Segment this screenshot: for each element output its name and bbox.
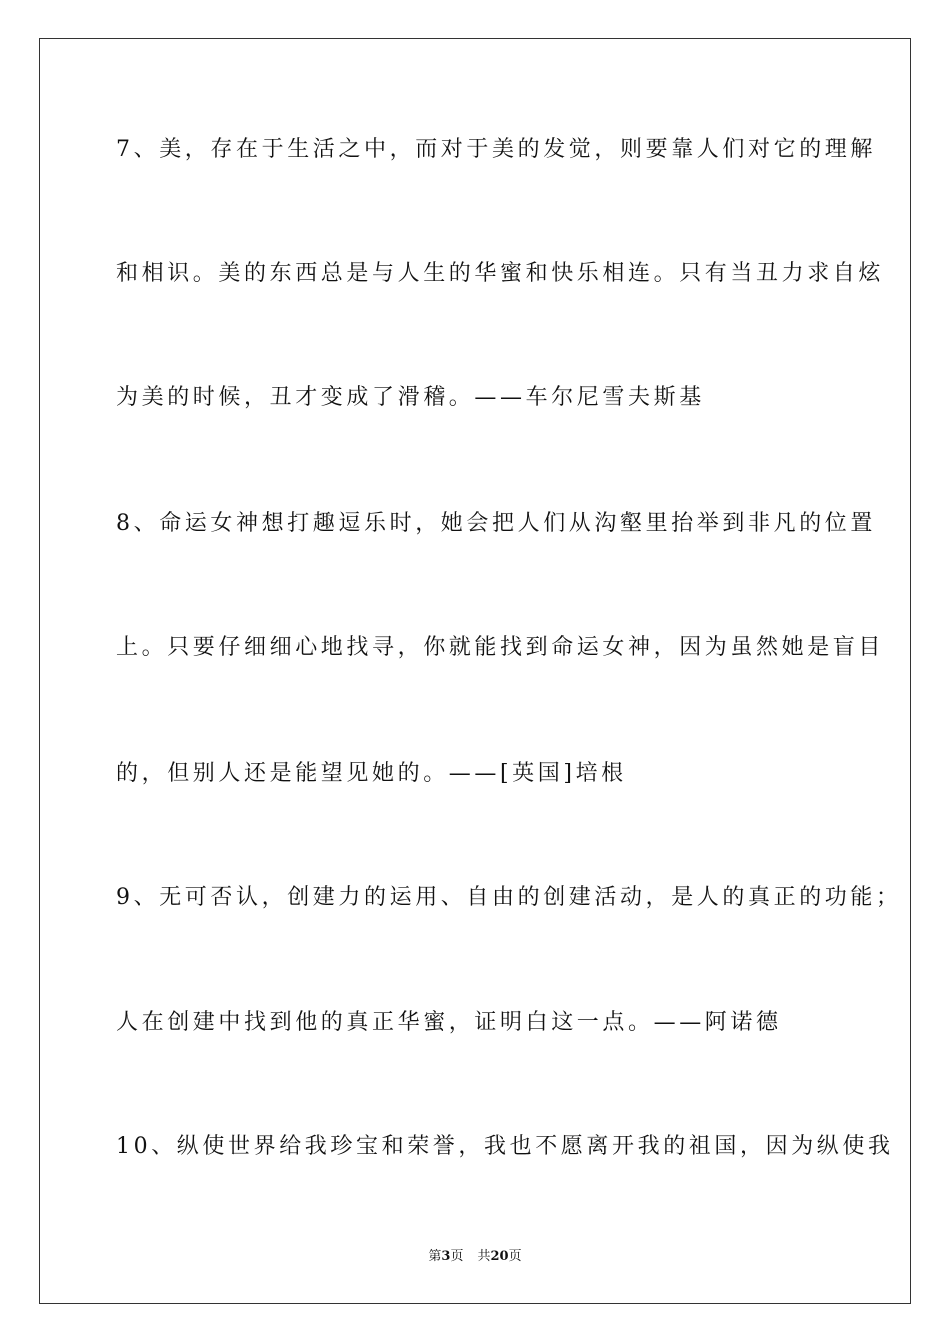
- footer-page-prefix: 第: [428, 1249, 442, 1264]
- text-line-8: 人在创建中找到他的真正华蜜，证明白这一点。——阿诺德: [116, 1010, 782, 1035]
- text-line-2: 和相识。美的东西总是与人生的华蜜和快乐相连。只有当丑力求自炫: [116, 261, 885, 286]
- page-border: [39, 38, 911, 1304]
- text-line-3: 为美的时候，丑才变成了滑稽。——车尔尼雪夫斯基: [116, 385, 705, 410]
- footer-total-prefix: 共: [477, 1249, 491, 1264]
- text-line-4: 8、命运女神想打趣逗乐时，她会把人们从沟壑里抬举到非凡的位置: [116, 511, 876, 536]
- footer-total-suffix: 页: [508, 1249, 522, 1264]
- footer-total-pages: 20: [490, 1249, 509, 1264]
- text-line-6: 的，但别人还是能望见她的。——[英国]培根: [116, 761, 627, 786]
- footer-page-number: 3: [441, 1249, 451, 1264]
- text-line-7: 9、无可否认，创建力的运用、自由的创建活动，是人的真正的功能；: [116, 885, 902, 910]
- footer-page-suffix: 页: [450, 1249, 464, 1264]
- page-footer: [0, 1248, 950, 1266]
- text-line-9: 10、纵使世界给我珍宝和荣誉，我也不愿离开我的祖国，因为纵使我: [116, 1134, 894, 1159]
- text-line-1: 7、美，存在于生活之中，而对于美的发觉，则要靠人们对它的理解: [116, 137, 876, 162]
- text-line-5: 上。只要仔细细心地找寻，你就能找到命运女神，因为虽然她是盲目: [116, 635, 885, 660]
